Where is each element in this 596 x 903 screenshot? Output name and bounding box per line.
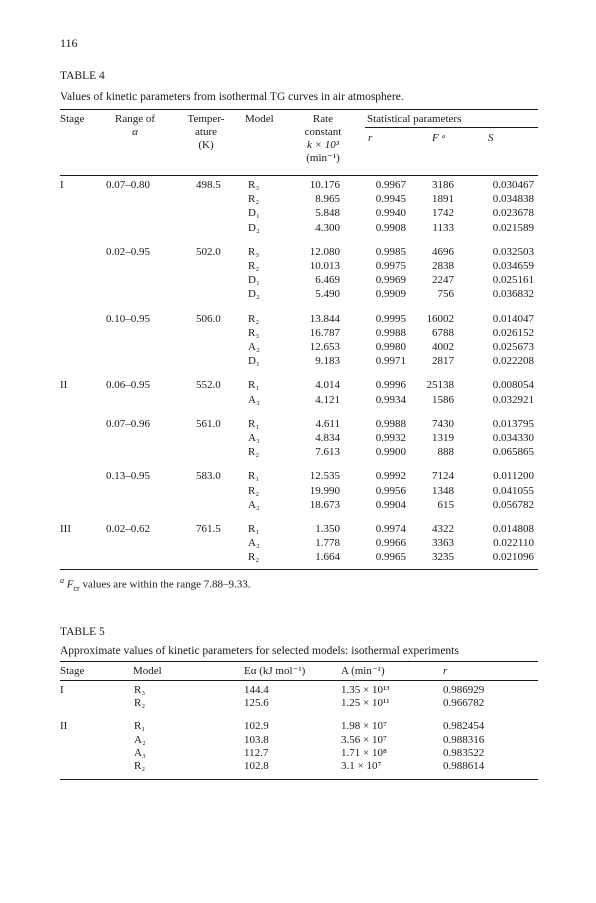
t4-rate-constant: 1.664 — [315, 551, 340, 564]
t4-F-value: 1586 — [432, 393, 454, 406]
t4-rate-constant: 12.535 — [309, 470, 340, 483]
footnote-text: values are within the range 7.88–9.33. — [82, 578, 251, 591]
t4-r-value: 0.9988 — [375, 417, 406, 430]
t4-r-value: 0.9971 — [375, 355, 406, 368]
page-number: 116 — [60, 36, 78, 50]
t4-r-value: 0.9940 — [375, 207, 406, 220]
t4-header-temp-l3: (K) — [198, 139, 214, 151]
t4-model: R₁ — [248, 470, 260, 483]
t4-model: R₁ — [248, 379, 260, 392]
t4-model: R₃ — [248, 179, 260, 191]
footnote-symbol: F — [66, 578, 74, 591]
t5-activation-energy: 103.8 — [244, 733, 269, 746]
t4-header-rate-l4: (min⁻¹) — [306, 152, 340, 164]
t5-activation-energy: 112.7 — [244, 746, 269, 759]
t4-r-value: 0.9965 — [375, 551, 406, 564]
t4-r-value: 0.9988 — [375, 326, 406, 339]
t4-header-rate-l3: k × 10³ — [306, 139, 340, 151]
t4-S-value: 0.025673 — [492, 341, 534, 353]
t4-model: A₂ — [248, 341, 260, 353]
t4-S-value: 0.021096 — [492, 551, 534, 564]
t4-S-value: 0.034330 — [492, 432, 534, 444]
t4-S-value: 0.041055 — [492, 484, 534, 497]
t5-activation-energy: 125.6 — [244, 697, 269, 710]
t4-r-value: 0.9966 — [375, 537, 406, 550]
t4-rate-constant: 4.300 — [315, 221, 340, 234]
t4-alpha-range: 0.02–0.62 — [106, 523, 150, 535]
t4-S-value: 0.014047 — [492, 312, 534, 325]
t5-model: A₃ — [134, 746, 146, 759]
t5-preexponential: 3.1 × 10⁷ — [341, 760, 382, 772]
t4-rate-constant: 4.121 — [315, 393, 340, 406]
t5-preexponential: 1.98 × 10⁷ — [341, 720, 387, 733]
t5-r-value: 0.983522 — [443, 746, 485, 759]
t4-rate-constant: 16.787 — [309, 326, 340, 339]
t4-r-value: 0.9969 — [375, 274, 406, 287]
t5-model: R₂ — [134, 697, 146, 710]
t4-rate-constant: 4.611 — [315, 417, 340, 430]
t4-r-value: 0.9934 — [375, 393, 406, 406]
t4-r-value: 0.9932 — [375, 432, 406, 444]
t4-model: R₂ — [248, 446, 260, 459]
t4-stage: II — [60, 379, 68, 392]
t4-r-value: 0.9996 — [375, 379, 406, 392]
t4-S-value: 0.034659 — [492, 260, 534, 272]
t4-S-value: 0.034838 — [492, 193, 534, 206]
t4-rate-constant: 4.014 — [315, 379, 340, 392]
table4-title: Values of kinetic parameters from isothermal TG curves in air atmosphere. — [60, 91, 404, 103]
t4-header-S: S — [488, 132, 494, 144]
t4-temperature: 502.0 — [196, 245, 221, 258]
t4-F-value: 1742 — [432, 207, 454, 220]
t4-S-value: 0.025161 — [492, 274, 534, 287]
t4-F-value: 3186 — [432, 179, 454, 191]
footnote-subscript: cr — [73, 583, 80, 593]
t4-model: D₁ — [248, 207, 260, 220]
t4-model: R₂ — [248, 551, 260, 564]
t5-preexponential: 1.71 × 10⁸ — [341, 746, 387, 759]
t5-header-stage: Stage — [60, 665, 85, 677]
t4-r-value: 0.9995 — [375, 312, 406, 325]
t4-r-value: 0.9945 — [375, 193, 406, 206]
t4-alpha-range: 0.10–0.95 — [106, 312, 150, 325]
t4-header-statistical: Statistical parameters — [367, 113, 462, 125]
t5-preexponential: 3.56 × 10⁷ — [341, 733, 387, 746]
t4-rate-constant: 8.965 — [315, 193, 340, 206]
t4-S-value: 0.065865 — [492, 446, 534, 459]
t5-r-value: 0.966782 — [443, 697, 485, 710]
t5-model: R₁ — [134, 720, 146, 733]
t4-alpha-range: 0.13–0.95 — [106, 470, 150, 483]
t5-activation-energy: 102.9 — [244, 720, 269, 733]
t5-stage: II — [60, 720, 68, 733]
t4-header-rate-l1: Rate — [312, 113, 334, 125]
t4-S-value: 0.014808 — [492, 523, 534, 535]
t5-activation-energy: 102.8 — [244, 760, 269, 772]
t4-F-value: 4002 — [432, 341, 454, 353]
t4-rate-constant: 5.490 — [315, 288, 340, 301]
t4-F-value: 3235 — [432, 551, 454, 564]
t4-model: R₂ — [248, 260, 260, 272]
t5-r-value: 0.988614 — [443, 760, 485, 772]
t4-header-temperature — [178, 113, 234, 152]
t5-model: R₂ — [134, 760, 146, 772]
t4-alpha-range: 0.02–0.95 — [106, 245, 150, 258]
t4-header-temp-l1: Temper- — [187, 113, 225, 125]
t4-S-value: 0.032503 — [492, 245, 534, 258]
t4-S-value: 0.011200 — [493, 470, 534, 483]
t5-header-E: Eα (kJ mol⁻¹) — [244, 665, 306, 677]
t4-temperature: 506.0 — [196, 312, 221, 325]
t4-F-value: 615 — [437, 498, 454, 511]
t4-r-value: 0.9908 — [375, 221, 406, 234]
t4-S-value: 0.030467 — [492, 179, 534, 191]
t4-F-value: 16002 — [426, 312, 454, 325]
t4-header-range — [100, 113, 170, 139]
t4-header-F: F ᵃ — [432, 132, 446, 144]
t4-rate-constant: 10.176 — [309, 179, 340, 191]
table5-header-rule — [60, 680, 538, 681]
t4-alpha-range: 0.07–0.96 — [106, 417, 150, 430]
t5-preexponential: 1.35 × 10¹³ — [341, 684, 390, 696]
table5-title: Approximate values of kinetic parameters for selected models: isothermal experiments — [60, 645, 459, 657]
t4-F-value: 4322 — [432, 523, 454, 535]
table4-label: TABLE 4 — [60, 70, 105, 82]
t4-model: D₁ — [248, 274, 260, 287]
t4-model: D₁ — [248, 355, 260, 368]
t4-header-temp-l2: ature — [195, 126, 217, 138]
table5-bottom-rule — [60, 779, 538, 780]
t4-temperature: 498.5 — [196, 179, 221, 191]
t4-temperature: 552.0 — [196, 379, 221, 392]
t4-stat-rule — [365, 127, 538, 128]
t4-header-stage: Stage — [60, 113, 85, 125]
t4-model: A₂ — [248, 537, 260, 550]
t4-model: R₃ — [248, 245, 260, 258]
t4-rate-constant: 1.778 — [315, 537, 340, 550]
table5-label: TABLE 5 — [60, 626, 105, 638]
t4-S-value: 0.023678 — [492, 207, 534, 220]
t4-r-value: 0.9904 — [375, 498, 406, 511]
t4-F-value: 7430 — [432, 417, 454, 430]
t4-rate-constant: 10.013 — [309, 260, 340, 272]
table4-top-rule — [60, 109, 538, 110]
table4-bottom-rule — [60, 569, 538, 570]
t4-F-value: 4696 — [432, 245, 454, 258]
t4-r-value: 0.9974 — [375, 523, 406, 535]
t5-r-value: 0.982454 — [443, 720, 485, 733]
t4-alpha-range: 0.07–0.80 — [106, 179, 150, 191]
t4-header-rate-l2: constant — [304, 126, 342, 138]
t4-rate-constant: 13.844 — [309, 312, 340, 325]
t4-temperature: 583.0 — [196, 470, 221, 483]
t4-rate-constant: 18.673 — [309, 498, 340, 511]
t4-stage: III — [60, 523, 71, 535]
t5-r-value: 0.988316 — [443, 733, 485, 746]
t4-model: R₃ — [248, 326, 260, 339]
t4-r-value: 0.9992 — [375, 470, 406, 483]
t4-S-value: 0.056782 — [492, 498, 534, 511]
t4-r-value: 0.9980 — [375, 341, 406, 353]
t4-rate-constant: 12.653 — [309, 341, 340, 353]
t4-F-value: 1319 — [432, 432, 454, 444]
t4-rate-constant: 7.613 — [315, 446, 340, 459]
footnote-mark: a — [60, 576, 64, 585]
t4-header-range-l1: Range of — [114, 113, 155, 125]
t4-model: A₂ — [248, 498, 260, 511]
t5-activation-energy: 144.4 — [244, 684, 269, 696]
t4-F-value: 3363 — [432, 537, 454, 550]
t4-temperature: 761.5 — [196, 523, 221, 535]
t4-F-value: 7124 — [432, 470, 454, 483]
t5-header-r: r — [443, 665, 448, 677]
t4-alpha-range: 0.06–0.95 — [106, 379, 150, 392]
t4-S-value: 0.026152 — [492, 326, 534, 339]
t4-S-value: 0.021589 — [492, 221, 534, 234]
t4-rate-constant: 19.990 — [309, 484, 340, 497]
t4-F-value: 2817 — [432, 355, 454, 368]
t5-preexponential: 1.25 × 10¹¹ — [341, 697, 390, 710]
t4-rate-constant: 9.183 — [315, 355, 340, 368]
t4-model: R₁ — [248, 417, 260, 430]
t4-rate-constant: 1.350 — [315, 523, 340, 535]
t4-F-value: 1133 — [432, 221, 454, 234]
t5-r-value: 0.986929 — [443, 684, 485, 696]
t4-r-value: 0.9975 — [375, 260, 406, 272]
t4-rate-constant: 4.834 — [315, 432, 340, 444]
t4-stage: I — [60, 179, 64, 191]
t4-r-value: 0.9967 — [375, 179, 406, 191]
t4-F-value: 2247 — [432, 274, 454, 287]
table5-top-rule — [60, 661, 538, 662]
t4-header-model: Model — [245, 113, 274, 125]
t4-model: R₁ — [248, 523, 260, 535]
t4-F-value: 6788 — [432, 326, 454, 339]
t4-model: D₂ — [248, 288, 260, 301]
t4-header-r: r — [368, 132, 373, 144]
t4-F-value: 25138 — [426, 379, 454, 392]
t4-model: A₃ — [248, 393, 260, 406]
t5-header-A: A (min⁻¹) — [341, 665, 385, 677]
t4-r-value: 0.9956 — [375, 484, 406, 497]
t4-header-range-l2: α — [132, 126, 138, 138]
t4-header-rate — [288, 113, 358, 165]
t4-rate-constant: 5.848 — [315, 207, 340, 220]
t4-F-value: 756 — [437, 288, 454, 301]
t4-model: A₃ — [248, 432, 260, 444]
t4-F-value: 1348 — [432, 484, 454, 497]
t5-model: R₃ — [134, 684, 146, 696]
t4-rate-constant: 12.080 — [309, 245, 340, 258]
t4-F-value: 2838 — [432, 260, 454, 272]
t4-rate-constant: 6.469 — [315, 274, 340, 287]
t5-header-model: Model — [133, 665, 162, 677]
table4-header-rule — [60, 175, 538, 176]
t4-r-value: 0.9985 — [375, 245, 406, 258]
t4-model: D₂ — [248, 221, 260, 234]
t4-r-value: 0.9900 — [375, 446, 406, 459]
t4-S-value: 0.022208 — [492, 355, 534, 368]
t4-temperature: 561.0 — [196, 417, 221, 430]
t5-stage: I — [60, 684, 64, 696]
t4-model: R₂ — [248, 193, 260, 206]
t4-F-value: 888 — [437, 446, 454, 459]
t4-S-value: 0.022110 — [493, 537, 534, 550]
table4-footnote — [60, 576, 250, 593]
t4-S-value: 0.013795 — [492, 417, 534, 430]
t4-model: R₂ — [248, 484, 260, 497]
t4-r-value: 0.9909 — [375, 288, 406, 301]
t4-S-value: 0.008054 — [492, 379, 534, 392]
t5-model: A₂ — [134, 733, 146, 746]
t4-S-value: 0.036832 — [492, 288, 534, 301]
t4-F-value: 1891 — [432, 193, 454, 206]
t4-model: R₂ — [248, 312, 260, 325]
t4-S-value: 0.032921 — [492, 393, 534, 406]
